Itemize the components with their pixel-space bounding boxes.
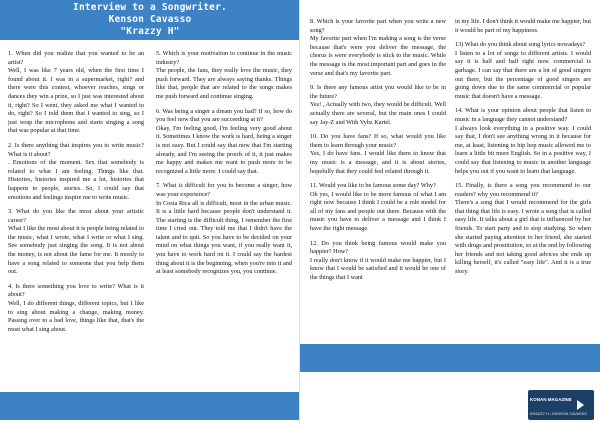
answer: I always look everything in a positive way. I could say that, I don't see anything wrong in it because for me, at least, listening to hip hop music allowed me to learn a little bit more English. So in a positive way, I could say that listening to music in another language helps you out if you want to learn that language. [455, 124, 591, 175]
qa-12 [310, 240, 446, 283]
artist-name: Kenson Cavasso [108, 14, 192, 25]
column-4 [455, 18, 591, 283]
logo-subtitle: KRAZZY H • KENSON CAVASSO [530, 411, 588, 416]
answer: Yes, I do have fans. I would like them to know that my music is a message, and it is about stories, hopefully that they could feel related through it. [310, 150, 446, 175]
qa-14 [455, 107, 591, 176]
answer: . Emotions of the moment. Sex that somebody is related to what I am feeling. Things like that. Histories, histories inspired me a lot, histories that happens to people, stories. So, I could say that emotions and feelings inspire me to write music. [8, 159, 144, 201]
question: 15. Finally, is there a song you recommend to our readers? why you recommend it? [455, 182, 591, 198]
qa-10 [310, 133, 446, 176]
answer: Well, I do different things, different topics, but I like to sing about making a change, making money. Passing over to a bad love, things like that, that's the most what I sing about. [8, 300, 144, 333]
answer: There's a song that I would recommend for the girls that thing that life is easy. I wrote a song that is called easy life. It talks about a girl that is influenced by her friends. To start party and to stop studying. So when she started paying attention to her friend, she started with drugs and prostitution, so at the end by following her friends and not taking good advices she ends up killing herself, it's called "easy life". And it is a true story. [455, 199, 591, 276]
question: 4. Is there something you love to write? What is it about? [8, 282, 144, 299]
answer: Okay, I'm feeling good, I'm feeling very good about it. Sometimes I know the work is hard, being a singer is not easy. But I could say that now that I'm starting already, and I'm seeing the proofs of it, it just makes me happy and makes me want to push more to be recognized a little more. I could say that. [156, 124, 292, 175]
answer-continued: in my life. I don't think it would make me happier, but it would be part of my happiness. [455, 18, 591, 34]
qa-1 [8, 50, 144, 136]
column-2 [156, 50, 292, 283]
question: 8. Which is your favorite part when you write a new song? [310, 18, 446, 34]
answer: I really don't know if it would make me happier, but I know that I would be satisfied and it would be one of the things that I want [310, 256, 446, 282]
right-page [300, 0, 600, 424]
qa-4 [8, 283, 144, 335]
answer: Well, I was like 7 years old, when the first time I found about it. I was in a supermarket, right? and there were this contest, whoever reaches, sings or dances they win a prize, so I just was interested about it, right? So I went, they asked me what I wanted to do, right? So I told them that I wanted to sing, so I just wrap the microphone and starts singing a song that was popular at that time. [8, 67, 144, 135]
qa-8 [310, 18, 446, 78]
qa-3 [8, 208, 144, 277]
question: 10. Do you have fans? If so, what would you like them to learn through your music? [310, 133, 446, 149]
qa-11 [310, 182, 446, 234]
article-title: Interview to a Songwriter. [73, 2, 227, 13]
title-banner [0, 0, 300, 40]
question: 14. What is your opinion about people that listen to music in a language they cannot understand? [455, 107, 591, 123]
qa-7 [156, 182, 292, 277]
artist-alias: "Krazzy H" [120, 26, 180, 37]
column-1 [8, 50, 144, 340]
question: 13) What do you think about song lyrics nowadays? [455, 41, 586, 49]
question: 3. What do you like the most about your artistic career? [8, 208, 144, 224]
answer: My favorite part when I'm making a song is the verse because that's were you deliver the message, the chorus is were everybody is stick to the music. While the message is the most important part and goes in the verse and that's my favorite part. [310, 35, 446, 77]
qa-5 [156, 50, 292, 102]
answer: Yes! , Actually with two, they would be difficult. Well actually there are several, but the main ones I could say Jay-Z and With Vybz Kartel. [310, 101, 446, 126]
qa-6 [156, 108, 292, 177]
qa-13 [455, 41, 591, 101]
blue-band-left [0, 392, 300, 420]
qa-12-cont [455, 18, 591, 35]
answer: Oh yes, I would like to be more famous of what I am right now because I think I could be a role model for all of my fans and people out there. Because with the music you have to deliver a message and I think I have the right message. [310, 190, 446, 233]
question: 11. Would you like to be famous some day? Why? [310, 182, 436, 190]
question: 5. Which is your motivation to continue in the music industry? [156, 50, 292, 66]
question: 1. When did you realize that you wanted to be an artist? [8, 50, 144, 66]
logo-title: KONAN MAGAZINE [530, 397, 572, 402]
column-3 [310, 18, 446, 289]
question: 6. Was being a singer a dream you had? If so, how do you feel now that you are succeeding at it? [156, 107, 292, 124]
question: 9. Is there any famous artist you would like to be in the future? [310, 84, 446, 100]
answer: The people, the fans, they really love the music, they push forward. They are always saying thanks. Things like that, people that are related to the songs makes me push forward and continue singing. [156, 67, 292, 100]
answer: In Costa Rica all is difficult, most in the urban music. It is a little hard because people don't understand it. The starting is the difficult thing, I remember the first time I cried out. They told me that I didn't have the talent and to quit. So you have to be decided on your mind on what things you want, if you really want it, you have to work hard on it. I could say the hardest thing about it is the beginning, when you're into it and at least somebody recognizes you, you continue. [156, 199, 292, 276]
answer: I listen to a lot of songs to different artists. I would say it is half and half right now. commercial is garbage. I can say that there are a lot of good singers out there, but the percentage of good singers are going down due to the same commercial or popular music that doesn't have a message. [455, 49, 591, 100]
question: 12. Do you think being famous would make you happier? How? [310, 239, 446, 256]
answer: What I like the most about it is people being related to the music, what I wrote, what I write or what I sing. See somebody just singing the song. It is not about the money, is not about the fame for me. It mostly to have a song related to someone that you help them out. [8, 225, 144, 276]
question: 7. What is difficult for you to become a singer, how was your experience? [156, 182, 292, 198]
blue-band-right [300, 344, 600, 372]
question: 2. Is there anything that inspires you to write music? What is it about? [8, 141, 144, 158]
qa-2 [8, 142, 144, 202]
qa-9 [310, 84, 446, 127]
qa-15 [455, 182, 591, 277]
